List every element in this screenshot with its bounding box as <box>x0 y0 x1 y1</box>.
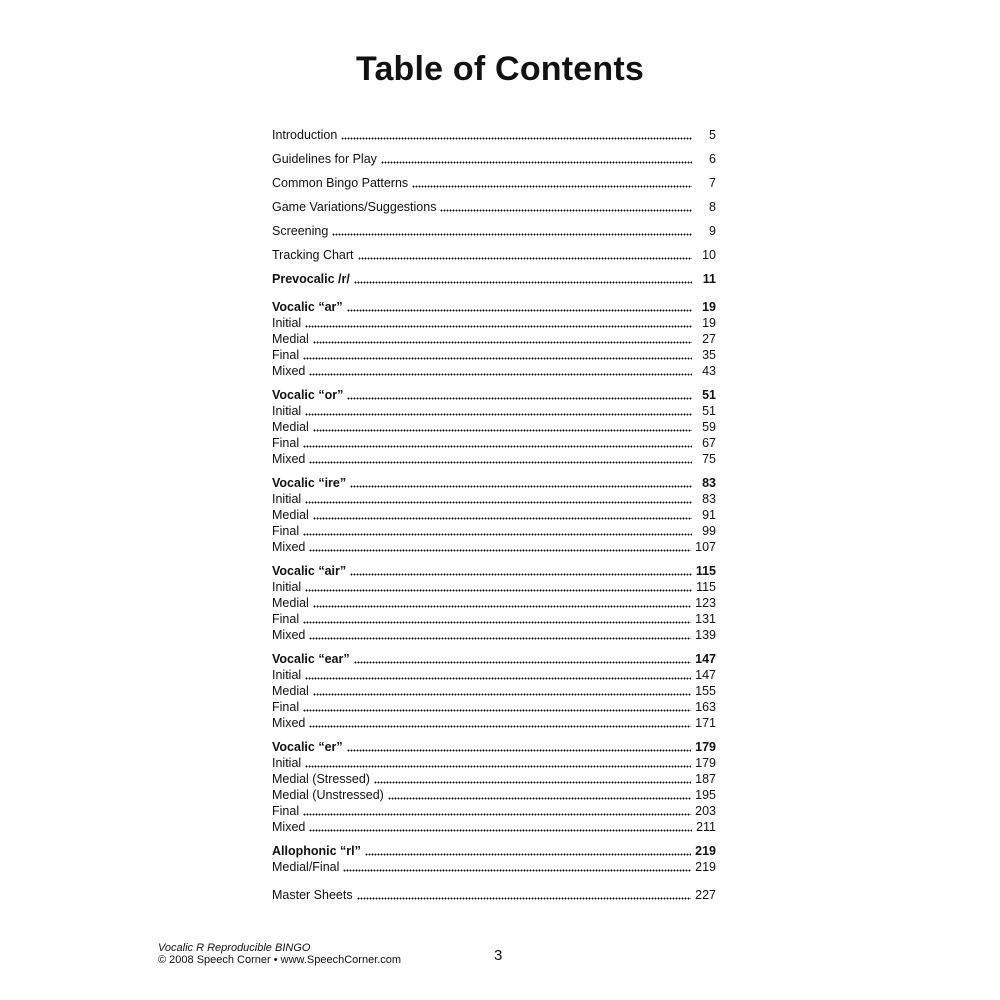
toc-entry-page: 6 <box>709 152 716 166</box>
toc-entry <box>272 755 716 771</box>
dot-leader <box>303 351 692 360</box>
toc-entry-label: Final <box>272 524 300 538</box>
toc-entry <box>272 475 716 491</box>
toc-entry <box>272 771 716 787</box>
toc-entry-label: Vocalic “ear” <box>272 652 350 666</box>
dot-leader <box>388 791 691 800</box>
toc-entry-page: 8 <box>709 200 716 214</box>
toc-entry-page: 179 <box>695 740 716 754</box>
toc-entry-label: Master Sheets <box>272 888 353 902</box>
toc-entry-page: 35 <box>702 348 716 362</box>
toc-entry-page: 51 <box>702 404 716 418</box>
toc-entry-label: Common Bingo Patterns <box>272 176 409 190</box>
dot-leader <box>309 455 692 464</box>
toc-entry-page: 219 <box>695 860 716 874</box>
dot-leader <box>305 407 692 416</box>
toc-entry-label: Final <box>272 804 300 818</box>
toc-entry-label: Mixed <box>272 452 306 466</box>
toc-entry-label: Final <box>272 436 300 450</box>
toc-entry <box>272 683 716 699</box>
toc-entry-page: 27 <box>702 332 716 346</box>
toc-entry-page: 227 <box>695 888 716 902</box>
toc-entry-page: 9 <box>709 224 716 238</box>
toc-entry <box>272 523 716 539</box>
dot-leader <box>347 303 692 312</box>
toc-entry-page: 155 <box>695 684 716 698</box>
toc-entry-label: Vocalic “air” <box>272 564 347 578</box>
toc-entry-page: 43 <box>702 364 716 378</box>
toc-entry-page: 107 <box>695 540 716 554</box>
toc-entry <box>272 539 716 555</box>
toc-entry-label: Vocalic “ire” <box>272 476 347 490</box>
toc-entry-page: 203 <box>695 804 716 818</box>
toc-entry-label: Medial <box>272 596 309 610</box>
toc-entry-label: Mixed <box>272 540 306 554</box>
toc-entry-label: Initial <box>272 492 302 506</box>
dot-leader <box>332 227 692 236</box>
toc-entry-label: Initial <box>272 580 302 594</box>
toc-entry <box>272 883 716 907</box>
toc-entry-label: Guidelines for Play <box>272 152 377 166</box>
toc-entry <box>272 315 716 331</box>
dot-leader <box>347 743 692 752</box>
dot-leader <box>303 703 691 712</box>
toc-entry-page: 179 <box>695 756 716 770</box>
dot-leader <box>303 807 691 816</box>
dot-leader <box>313 423 692 432</box>
toc-entry <box>272 507 716 523</box>
toc-entry-page: 147 <box>695 652 716 666</box>
toc-entry-page: 99 <box>702 524 716 538</box>
toc-entry-page: 187 <box>695 772 716 786</box>
dot-leader <box>354 655 692 664</box>
dot-leader <box>313 511 692 520</box>
toc-entry-page: 195 <box>695 788 716 802</box>
toc-entry <box>272 667 716 683</box>
toc-entry-page: 7 <box>709 176 716 190</box>
toc-entry-page: 10 <box>702 248 716 262</box>
dot-leader <box>303 615 691 624</box>
dot-leader <box>313 687 691 696</box>
toc-entry-page: 219 <box>695 844 716 858</box>
toc-entry-label: Game Variations/Suggestions <box>272 200 437 214</box>
toc-entry-page: 139 <box>695 628 716 642</box>
toc-entry-label: Medial (Stressed) <box>272 772 370 786</box>
dot-leader <box>341 131 692 140</box>
toc-entry-label: Medial (Unstressed) <box>272 788 384 802</box>
toc-entry-label: Tracking Chart <box>272 248 354 262</box>
toc-entry-page: 75 <box>702 452 716 466</box>
toc-entry <box>272 595 716 611</box>
toc-entry-label: Vocalic “or” <box>272 388 344 402</box>
toc-entry <box>272 819 716 835</box>
dot-leader <box>358 251 692 260</box>
toc-entry-label: Vocalic “er” <box>272 740 343 754</box>
toc-entry-page: 83 <box>702 476 716 490</box>
dot-leader <box>440 203 692 212</box>
dot-leader <box>313 335 692 344</box>
toc-entry-label: Allophonic “rl” <box>272 844 361 858</box>
toc-entry-label: Vocalic “ar” <box>272 300 343 314</box>
toc-entry-page: 19 <box>702 300 716 314</box>
toc-entry-page: 11 <box>702 272 716 286</box>
toc-entry <box>272 195 716 219</box>
toc-entry <box>272 363 716 379</box>
toc-entry-label: Final <box>272 348 300 362</box>
toc-entry-label: Medial <box>272 420 309 434</box>
footer-copyright: © 2008 Speech Corner • www.SpeechCorner.com <box>158 954 402 966</box>
footer-series-title: Vocalic R Reproducible BINGO <box>158 942 311 954</box>
toc-entry-label: Screening <box>272 224 329 238</box>
toc-entry-page: 115 <box>695 564 716 578</box>
toc-entry-label: Initial <box>272 668 302 682</box>
dot-leader <box>305 583 692 592</box>
toc-entry <box>272 147 716 171</box>
toc-entry-label: Initial <box>272 756 302 770</box>
dot-leader <box>309 631 691 640</box>
toc-entry-page: 5 <box>709 128 716 142</box>
toc-entry-page: 171 <box>695 716 716 730</box>
dot-leader <box>305 759 691 768</box>
dot-leader <box>305 319 692 328</box>
toc-entry <box>272 651 716 667</box>
toc-entry-page: 91 <box>702 508 716 522</box>
toc-entry-label: Mixed <box>272 364 306 378</box>
toc-entry-page: 115 <box>696 580 716 594</box>
toc-entry <box>272 387 716 403</box>
dot-leader <box>350 567 692 576</box>
toc-entry-label: Introduction <box>272 128 338 142</box>
toc-entry-label: Initial <box>272 404 302 418</box>
footer <box>158 942 401 966</box>
dot-leader <box>309 719 691 728</box>
toc-entry-page: 51 <box>702 388 716 402</box>
toc-entry <box>272 419 716 435</box>
dot-leader <box>309 367 692 376</box>
dot-leader <box>305 495 692 504</box>
toc-entry-page: 67 <box>702 436 716 450</box>
toc-entry-label: Medial <box>272 684 309 698</box>
toc-entry <box>272 579 716 595</box>
toc-entry <box>272 403 716 419</box>
toc-entry-label: Medial <box>272 332 309 346</box>
toc-entry <box>272 859 716 875</box>
toc-entry <box>272 739 716 755</box>
toc-entry <box>272 219 716 243</box>
toc-entry-page: 147 <box>695 668 716 682</box>
toc-entry <box>272 435 716 451</box>
toc-entry-page: 123 <box>695 596 716 610</box>
toc-entry <box>272 331 716 347</box>
toc-entry <box>272 171 716 195</box>
toc-entry <box>272 299 716 315</box>
toc-entry <box>272 491 716 507</box>
dot-leader <box>354 275 692 284</box>
dot-leader <box>305 671 691 680</box>
toc-entry <box>272 843 716 859</box>
toc-entry-label: Final <box>272 700 300 714</box>
dot-leader <box>303 527 692 536</box>
dot-leader <box>313 599 691 608</box>
toc-entry-page: 211 <box>696 820 716 834</box>
toc-entry <box>272 267 716 291</box>
dot-leader <box>343 863 691 872</box>
toc-entry-label: Final <box>272 612 300 626</box>
toc-entry-page: 131 <box>695 612 716 626</box>
toc-entry <box>272 787 716 803</box>
toc-entry-label: Mixed <box>272 820 306 834</box>
toc-entry <box>272 451 716 467</box>
page-number: 3 <box>494 947 503 964</box>
dot-leader <box>350 479 692 488</box>
toc-entry <box>272 123 716 147</box>
toc-entry-label: Initial <box>272 316 302 330</box>
toc-entry-label: Prevocalic /r/ <box>272 272 350 286</box>
dot-leader <box>365 847 691 856</box>
toc-entry <box>272 627 716 643</box>
toc-entry <box>272 611 716 627</box>
toc-entry-page: 59 <box>702 420 716 434</box>
dot-leader <box>357 891 692 900</box>
toc-entry-label: Mixed <box>272 716 306 730</box>
toc-entry <box>272 347 716 363</box>
dot-leader <box>347 391 692 400</box>
toc-entry <box>272 563 716 579</box>
page-title: Table of Contents <box>356 50 644 88</box>
toc-entry-page: 83 <box>702 492 716 506</box>
toc-entry-label: Medial/Final <box>272 860 340 874</box>
dot-leader <box>309 543 691 552</box>
toc-entry-page: 163 <box>695 700 716 714</box>
toc-entry <box>272 715 716 731</box>
dot-leader <box>303 439 692 448</box>
dot-leader <box>381 155 692 164</box>
dot-leader <box>412 179 692 188</box>
dot-leader <box>309 823 692 832</box>
toc-entry-label: Mixed <box>272 628 306 642</box>
toc-entry <box>272 699 716 715</box>
toc-entry-label: Medial <box>272 508 309 522</box>
table-of-contents <box>272 123 716 907</box>
toc-entry <box>272 803 716 819</box>
dot-leader <box>374 775 691 784</box>
toc-entry-page: 19 <box>702 316 716 330</box>
toc-entry <box>272 243 716 267</box>
